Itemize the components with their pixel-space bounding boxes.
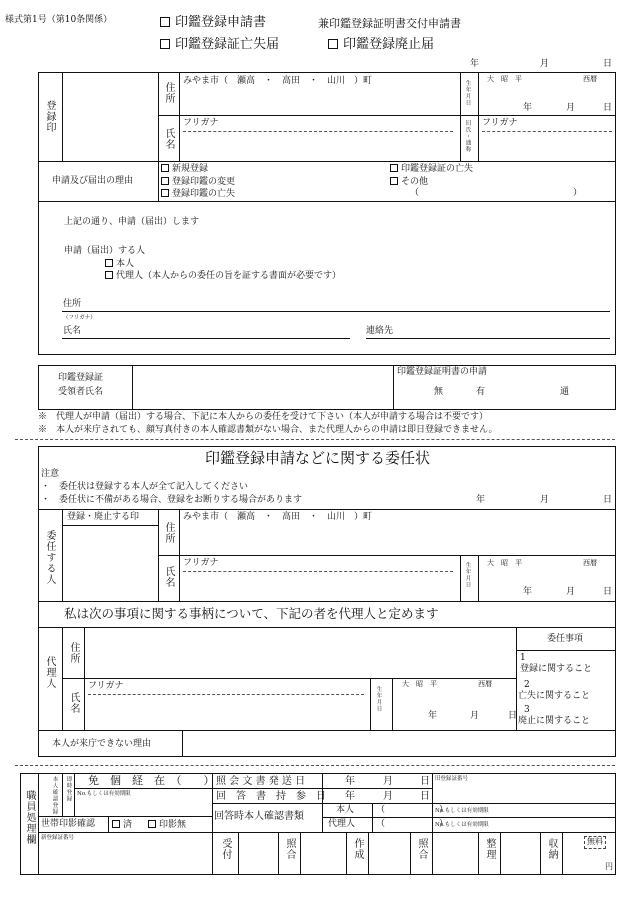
reason-new[interactable]: 新規登録: [161, 164, 208, 175]
receipt-label-1: 印鑑登録証: [58, 373, 104, 383]
reason-other[interactable]: その他: [390, 177, 428, 188]
era-options[interactable]: 大 昭 平: [487, 75, 522, 83]
reason-lost-seal[interactable]: 登録印鑑の亡失: [161, 189, 235, 200]
matter-register[interactable]: 登録に関すること: [520, 664, 593, 674]
stamp-collect: 収納: [546, 838, 557, 860]
option-cert-apply: 兼印鑑登録証明書交付申請書: [318, 17, 461, 30]
dob-label: 生年月日: [464, 80, 471, 106]
office-side-label: 職員処理欄: [24, 790, 35, 845]
receipt-box: [38, 365, 616, 410]
cert-have[interactable]: 有: [476, 387, 486, 397]
seal-head: 登録・廃止する印: [67, 512, 140, 522]
matter-abolish[interactable]: 廃止に関すること: [518, 716, 591, 726]
applicant-label: 申請（届出）する人: [64, 246, 146, 256]
old-name-label: 旧氏・通称: [464, 120, 471, 153]
applicant-self[interactable]: 本人: [105, 259, 134, 270]
caution-1: ・ 委任状は登録する本人が全て記入してください: [41, 482, 249, 492]
household-check: 世帯印影確認: [41, 819, 96, 829]
checkbox-abolish[interactable]: [328, 39, 338, 49]
stamp-check-2: 照合: [416, 838, 427, 860]
seal-label: 登録印: [44, 100, 55, 133]
option-abolish[interactable]: 印鑑登録廃止届: [328, 38, 434, 52]
old-furigana-field[interactable]: フリガナ: [482, 118, 518, 128]
cert-copies[interactable]: 通: [560, 387, 570, 397]
option-lost-card[interactable]: 印鑑登録証亡失届: [160, 38, 279, 52]
stamp-recv: 受付: [220, 838, 231, 860]
option-apply[interactable]: 印鑑登録申請書: [160, 16, 266, 30]
id-type-options[interactable]: 免 個 経 在 （ ）: [88, 774, 215, 787]
note-1: ※ 代理人が申請（届出）する場合、下記に本人からの委任を受けて下さい（本人が申請する場合は不要です）: [38, 412, 489, 422]
dob-day[interactable]: 日: [603, 103, 613, 113]
proxy-date-day[interactable]: 日: [603, 495, 613, 505]
free-badge: 無料: [584, 836, 606, 849]
form-number: 様式第1号（第10条関係）: [5, 15, 113, 25]
proxy-date-month[interactable]: 月: [540, 495, 550, 505]
cert-apply-label: 印鑑登録証明書の申請: [397, 367, 488, 377]
proxy-date-year[interactable]: 年: [476, 495, 486, 505]
seireki-label: 西暦: [583, 75, 597, 83]
name-label: 氏名: [163, 128, 174, 150]
matters-head: 委任事項: [547, 634, 584, 644]
absence-reason-label: 本人が来庁できない理由: [52, 739, 152, 749]
date-day[interactable]: 日: [603, 59, 613, 69]
principal-address[interactable]: みやま市（ 瀬高 ・ 高田 ・ 山川 ）町: [183, 512, 373, 522]
dob-year[interactable]: 年: [523, 103, 533, 113]
declaration: 私は次の事項に関する事柄について、下記の者を代理人と定めます: [64, 606, 439, 621]
agent-name-label: 氏名: [68, 692, 79, 714]
applicant-address-label: 住所: [63, 299, 82, 309]
cert-none[interactable]: 無: [434, 387, 444, 397]
applicant-agent[interactable]: 代理人（本人からの委任の旨を証する書面が必要です）: [105, 271, 341, 282]
date-month[interactable]: 月: [540, 59, 550, 69]
date-year[interactable]: 年: [470, 59, 480, 69]
matter-lost[interactable]: 亡失に関すること: [518, 691, 591, 701]
stamp-make: 作成: [352, 838, 363, 860]
proxy-title: 印鑑登録申請などに関する委任状: [205, 449, 431, 467]
dob-month[interactable]: 月: [566, 103, 576, 113]
reason-change[interactable]: 登録印鑑の変更: [161, 177, 235, 188]
principal-furigana[interactable]: フリガナ: [183, 558, 219, 568]
furigana-field[interactable]: フリガナ: [183, 118, 219, 128]
receipt-label-2: 受領者氏名: [58, 387, 104, 397]
contact-label: 連絡先: [366, 326, 394, 336]
principal-address-label: 住所: [163, 522, 174, 544]
address-text[interactable]: みやま市（ 瀬高 ・ 高田 ・ 山川 ）町: [183, 76, 373, 86]
reason-label: 申請及び届出の理由: [52, 176, 134, 186]
stamp-arrange: 整理: [484, 838, 495, 860]
checkbox-apply[interactable]: [160, 17, 170, 27]
agent-label: 代理人: [44, 656, 55, 689]
caution-2: ・ 委任状に不備がある場合、登録をお断りする場合があります: [41, 495, 303, 505]
applicant-name-label: 氏名: [63, 326, 82, 336]
address-label: 住所: [163, 82, 174, 104]
agent-furigana[interactable]: フリガナ: [88, 681, 124, 691]
statement-line: 上記の通り、申請（届出）します: [64, 217, 200, 227]
stamp-check-1: 照合: [284, 838, 295, 860]
reason-lost-card[interactable]: 印鑑登録証の亡失: [390, 164, 473, 175]
principal-name-label: 氏名: [163, 566, 174, 588]
note-2: ※ 本人が来庁されても、顔写真付きの本人確認書類がない場合、また代理人からの申請は即日登録できません。: [38, 425, 498, 435]
principal-label: 委任する人: [44, 530, 55, 585]
agent-address-label: 住所: [68, 642, 79, 664]
checkbox-lost-card[interactable]: [160, 39, 170, 49]
